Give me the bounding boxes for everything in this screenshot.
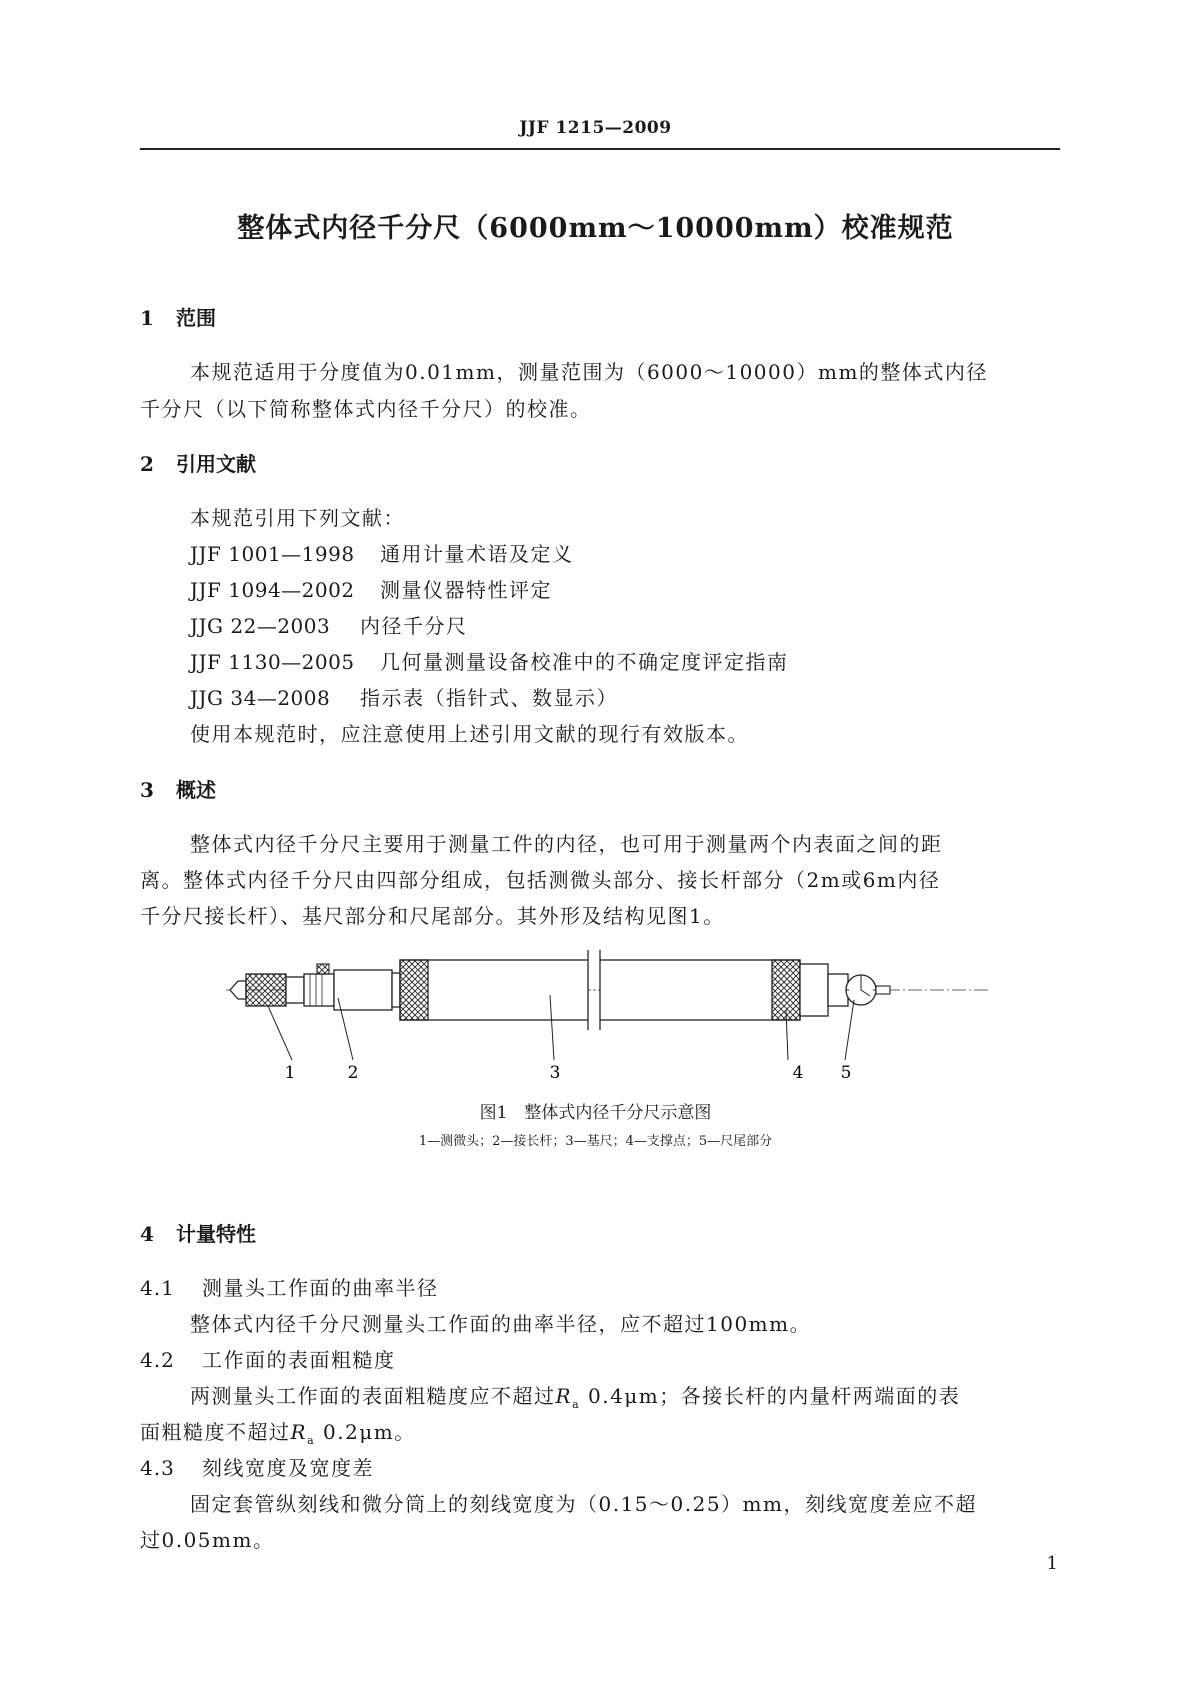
subsection-4-2-line-2 [140,1416,416,1447]
figure-label: 2 [347,1063,359,1083]
reference-code: JJG 22—2003 [190,614,331,638]
text-run: 0.4μm；各接长杆的内量杆两端面的表 [587,1384,961,1408]
subsection-4-1-body: 整体式内径千分尺测量头工作面的曲率半径，应不超过100mm。 [190,1312,812,1336]
reference-name: 指示表（指针式、数显示） [360,686,618,710]
figure-label: 1 [284,1063,296,1083]
section-title: 计量特性 [176,1222,256,1246]
reference-code: JJF 1130—2005 [190,650,355,674]
reference-code: JJG 34—2008 [190,686,331,710]
section-title: 概述 [176,778,216,802]
section-number: 3 [140,778,154,802]
tail-end [800,964,890,1016]
standard-code-header: JJF 1215—2009 [519,118,672,138]
ra-subscript: a [572,1398,581,1411]
subsection-number: 4.1 [140,1276,175,1300]
section-2-heading [140,448,256,477]
reference-item [190,538,574,567]
reference-code: JJF 1094—2002 [190,578,355,602]
section-3-line-3: 千分尺接长杆）、基尺部分和尺尾部分。其外形及结构见图1。 [140,904,725,928]
micrometer-head [230,964,334,1006]
figure-label: 5 [840,1063,852,1083]
header-rule [140,148,1060,150]
reference-name: 内径千分尺 [360,614,468,638]
section-3-line-2: 离。整体式内径千分尺由四部分组成，包括测微头部分、接长杆部分（2m或6m内径 [140,868,941,892]
section-number: 4 [140,1222,154,1246]
reference-item [190,682,618,711]
text-run: 面粗糙度不超过 [140,1420,291,1444]
leader-line [845,1000,854,1060]
subsection-4-3-line-1: 固定套管纵刻线和微分筒上的刻线宽度为（0.15～0.25）mm，刻线宽度差应不超 [190,1492,977,1516]
subsection-4-3-line-2: 过0.05mm。 [140,1528,275,1552]
text-run: 两测量头工作面的表面粗糙度应不超过 [190,1384,556,1408]
section-title: 范围 [176,306,216,330]
subsection-title: 工作面的表面粗糙度 [202,1348,396,1372]
subsection-title: 测量头工作面的曲率半径 [202,1276,439,1300]
section-4-heading [140,1218,256,1247]
subsection-4-2-line-1 [190,1380,960,1411]
figure-label: 4 [792,1063,804,1083]
leader-line [268,1006,292,1060]
ra-letter: R [555,1384,573,1408]
page-number: 1 [1046,1553,1058,1574]
subsection-4-1-heading [140,1272,439,1301]
ra-symbol [555,1384,581,1411]
section-1-heading [140,302,216,331]
reference-name: 通用计量术语及定义 [380,542,574,566]
ra-symbol [290,1420,316,1447]
reference-name: 测量仪器特性评定 [380,578,552,602]
section-number: 2 [140,452,154,476]
subsection-number: 4.3 [140,1456,175,1480]
extension-rod [334,970,392,1010]
subsection-title: 刻线宽度及宽度差 [202,1456,374,1480]
document-title: 整体式内径千分尺（6000mm～10000mm）校准规范 [237,213,954,244]
section-1-line-1: 本规范适用于分度值为0.01mm，测量范围为（6000～10000）mm的整体式内径 [190,360,988,384]
references-note: 使用本规范时，应注意使用上述引用文献的现行有效版本。 [190,722,749,746]
section-1-line-2: 千分尺（以下简称整体式内径千分尺）的校准。 [140,397,592,421]
reference-name: 几何量测量设备校准中的不确定度评定指南 [380,650,789,674]
subsection-number: 4.2 [140,1348,175,1372]
figure-caption: 图1 整体式内径千分尺示意图 [479,1103,712,1123]
support-point-left [400,960,428,1020]
subsection-4-2-heading [140,1344,396,1373]
reference-item [190,646,789,675]
section-number: 1 [140,306,154,330]
references-intro: 本规范引用下列文献： [190,506,405,530]
ra-subscript: a [307,1434,316,1447]
reference-code: JJF 1001—1998 [190,542,355,566]
micrometer-diagram [220,940,1000,1090]
ra-letter: R [290,1420,308,1444]
figure-label: 3 [549,1063,561,1083]
figure-legend: 1—测微头；2—接长杆；3—基尺；4—支撑点；5—尺尾部分 [418,1134,773,1149]
reference-item [190,574,552,603]
text-run: 0.2μm。 [322,1420,416,1444]
section-title: 引用文献 [176,452,256,476]
subsection-4-3-heading [140,1452,374,1481]
reference-item [190,610,468,639]
section-3-line-1: 整体式内径千分尺主要用于测量工件的内径，也可用于测量两个内表面之间的距 [190,832,943,856]
section-3-heading [140,774,216,803]
